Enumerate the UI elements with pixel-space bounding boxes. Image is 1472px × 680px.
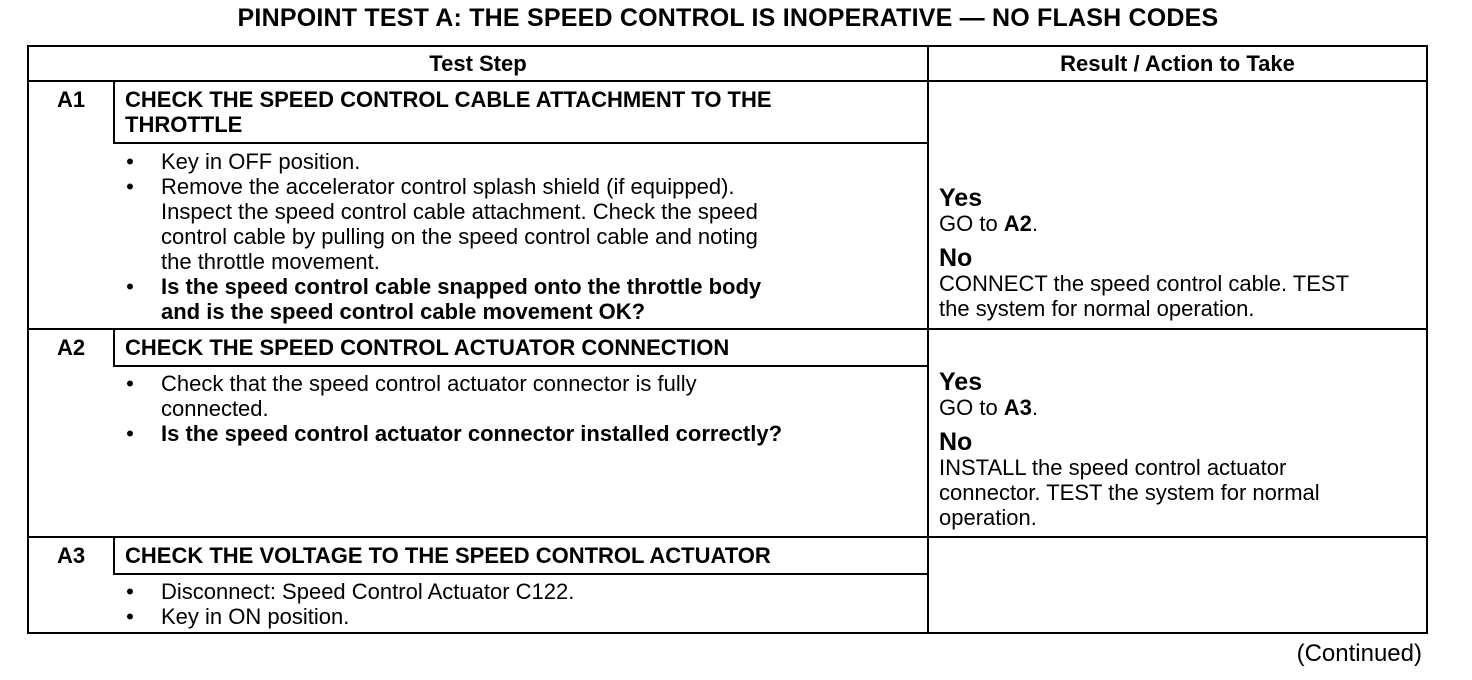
pinpoint-test-table (27, 45, 1428, 634)
a2-a3-divider (29, 536, 1426, 538)
no-label: No (939, 428, 973, 456)
column-divider (927, 47, 929, 632)
list-item: • Remove the accelerator control splash shield (if equipped). Inspect the speed control cable attachment. Check the speed control cable by pulling on the speed control cable and noting the throttle movement. (126, 174, 758, 274)
step-instructions-a1 (125, 149, 761, 324)
continued-note: (Continued) (1296, 640, 1422, 667)
id-divider-a1 (113, 82, 115, 144)
a1-title-divider (113, 142, 927, 144)
step-instructions-a3 (125, 579, 574, 629)
step-title-a1: CHECK THE SPEED CONTROL CABLE ATTACHMENT TO THE THROTTLE (125, 87, 772, 137)
bullet-icon: • (126, 174, 134, 199)
header-result: Result / Action to Take (1060, 51, 1295, 76)
bullet-icon: • (126, 371, 134, 396)
bullet-icon: • (126, 604, 134, 629)
a2-title-divider (113, 365, 927, 367)
list-item: • Is the speed control cable snapped onto the throttle body and is the speed control cable movement OK? (126, 274, 762, 324)
step-id-a2: A2 (56, 335, 86, 360)
no-label: No (939, 244, 973, 272)
a1-a2-divider (29, 328, 1426, 330)
yes-label: Yes (939, 184, 983, 212)
list-item: • Check that the speed control actuator connector is fully connected. (126, 371, 697, 421)
bullet-icon: • (126, 149, 134, 174)
step-id-a3: A3 (56, 543, 86, 568)
list-item: • Key in ON position. (126, 604, 350, 629)
list-item: • Key in OFF position. (126, 149, 361, 174)
header-divider (29, 80, 1426, 82)
header-test-step: Test Step (429, 51, 527, 76)
result-a1: Yes GO to A2. No CONNECT the speed control cable. TEST the system for normal operation. (939, 184, 1350, 321)
id-divider-a2 (113, 330, 115, 367)
list-item: • Disconnect: Speed Control Actuator C122. (126, 579, 575, 604)
step-instructions-a2 (125, 371, 782, 446)
step-id-a1: A1 (56, 87, 86, 112)
yes-action: GO to A2. (939, 211, 1039, 236)
bullet-icon: • (126, 421, 134, 446)
bullet-icon: • (126, 274, 134, 299)
step-title-a2: CHECK THE SPEED CONTROL ACTUATOR CONNECTION (125, 335, 730, 360)
bullet-icon: • (126, 579, 134, 604)
yes-action: GO to A3. (939, 395, 1039, 420)
id-divider-a3 (113, 538, 115, 575)
step-title-a3: CHECK THE VOLTAGE TO THE SPEED CONTROL ACTUATOR (125, 543, 771, 568)
result-a2: Yes GO to A3. No INSTALL the speed control actuator connector. TEST the system for normal operation. (939, 368, 1320, 530)
page-title: PINPOINT TEST A: THE SPEED CONTROL IS INOPERATIVE — NO FLASH CODES (237, 4, 1219, 32)
list-item: • Is the speed control actuator connector installed correctly? (126, 421, 783, 446)
a3-title-divider (113, 573, 927, 575)
yes-label: Yes (939, 368, 983, 396)
